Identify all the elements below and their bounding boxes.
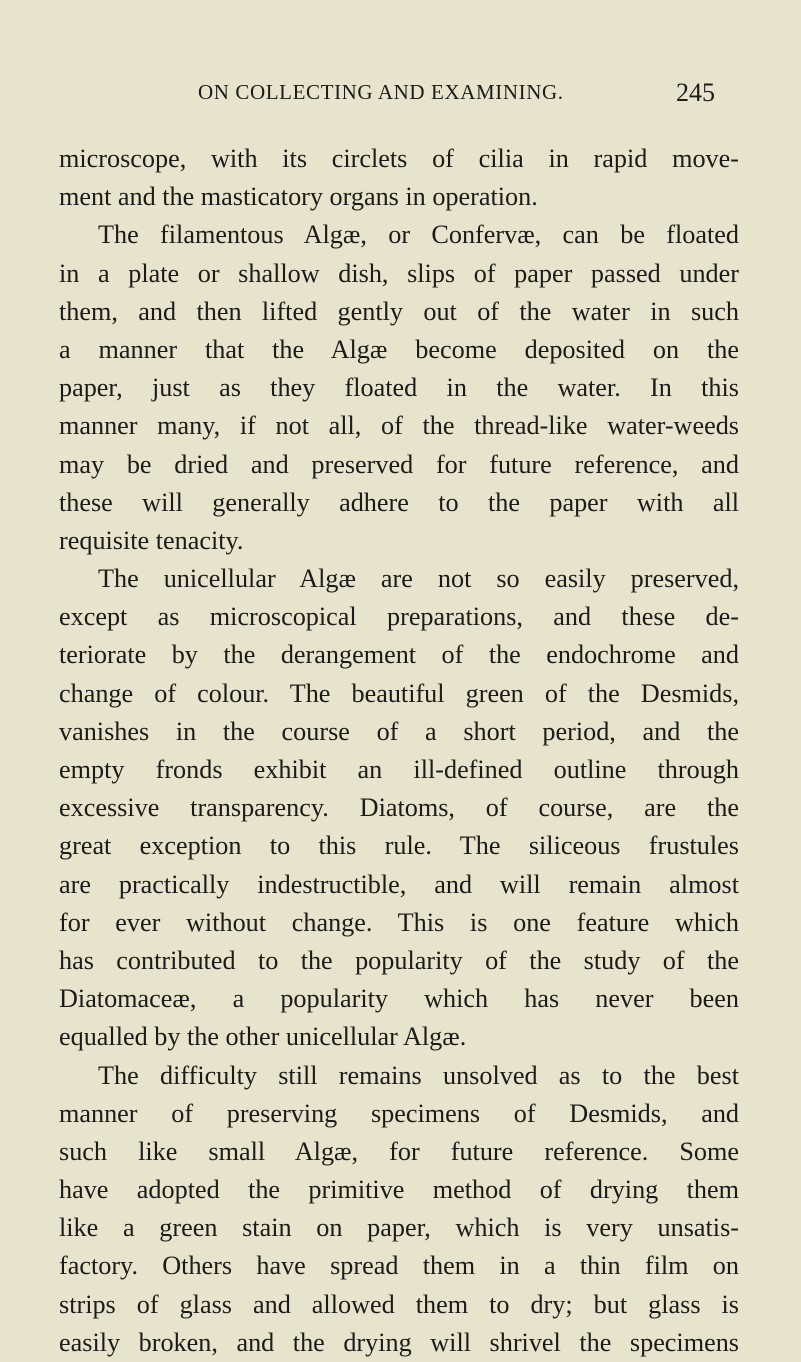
page-number: 245: [676, 78, 715, 107]
text-line: excessive transparency. Diatoms, of course, are the: [59, 793, 739, 823]
text-line: empty fronds exhibit an ill-defined outline through: [59, 755, 739, 784]
text-line: manner of preserving specimens of Desmids, and: [59, 1098, 739, 1128]
text-line: in a plate or shallow dish, slips of paper passed under: [59, 258, 739, 288]
text-line: has contributed to the popularity of the study of the: [59, 945, 739, 975]
text-line: except as microscopical preparations, and these de-: [59, 602, 739, 632]
text-line: such like small Algæ, for future reference. Some: [59, 1136, 739, 1166]
text-line: great exception to this rule. The siliceous frustules: [59, 831, 739, 861]
text-line: for ever without change. This is one feature which: [59, 907, 739, 937]
text-line: are practically indestructible, and will remain almost: [59, 869, 739, 899]
text-line: vanishes in the course of a short period, and the: [59, 716, 739, 746]
text-line: change of colour. The beautiful green of the Desmids,: [59, 678, 739, 708]
text-line: these will generally adhere to the paper with all: [59, 487, 739, 517]
text-line: The unicellular Algæ are not so easily preserved,: [98, 564, 739, 594]
running-title: ON COLLECTING AND EXAMINING.: [198, 80, 564, 104]
text-line: like a green stain on paper, which is very unsatis-: [59, 1213, 739, 1243]
running-head: [0, 80, 801, 110]
text-line: a manner that the Algæ become deposited on the: [59, 334, 739, 364]
text-line: microscope, with its circlets of cilia in rapid move-: [59, 144, 739, 173]
body-text: [59, 140, 739, 1362]
text-line: Diatomaceæ, a popularity which has never been: [59, 984, 739, 1014]
text-line: paper, just as they floated in the water. In this: [59, 373, 739, 403]
text-line: ment and the masticatory organs in operation.: [59, 182, 538, 212]
text-line: The filamentous Algæ, or Confervæ, can be floated: [98, 220, 739, 250]
text-line: requisite tenacity.: [59, 525, 244, 555]
text-line: have adopted the primitive method of drying them: [59, 1175, 739, 1205]
text-line: The difficulty still remains unsolved as to the best: [98, 1060, 739, 1090]
text-line: them, and then lifted gently out of the water in such: [59, 296, 739, 326]
text-line: equalled by the other unicellular Algæ.: [59, 1022, 467, 1052]
text-line: manner many, if not all, of the thread-like water-weeds: [59, 411, 739, 441]
text-line: teriorate by the derangement of the endochrome and: [59, 640, 739, 670]
text-line: may be dried and preserved for future reference, and: [59, 449, 739, 479]
text-line: factory. Others have spread them in a thin film on: [59, 1251, 739, 1281]
text-line: strips of glass and allowed them to dry; but glass is: [59, 1289, 739, 1319]
text-line: easily broken, and the drying will shrivel the specimens: [59, 1327, 739, 1357]
